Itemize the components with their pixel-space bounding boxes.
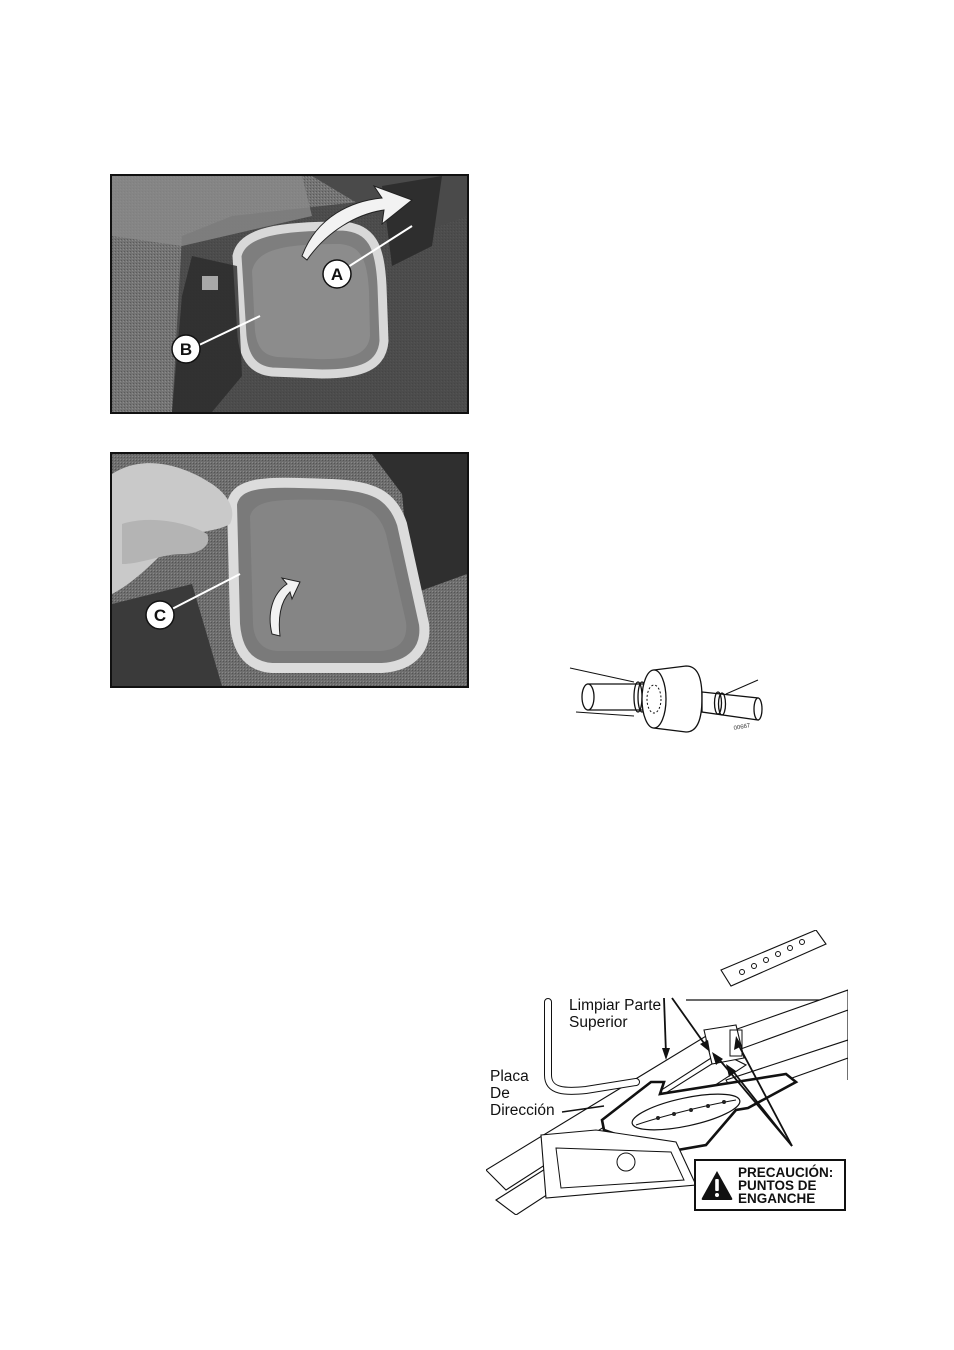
caution-line-3: ENGANCHE — [738, 1190, 816, 1206]
figure-code: 00667 — [733, 723, 751, 732]
label-steering-plate-line-3: Dirección — [490, 1102, 555, 1119]
label-steering-plate-line-2: De — [490, 1085, 510, 1102]
fuel-filter-drawing — [568, 658, 764, 748]
inline-fuel-filter-diagram — [568, 658, 764, 748]
label-clean-top-line-1: Limpiar Parte — [569, 997, 662, 1014]
photo-filter-seating — [110, 452, 469, 688]
photo-air-filter-removal — [110, 174, 469, 414]
photo-1-illustration — [112, 176, 467, 412]
label-steering-plate-line-1: Placa — [490, 1068, 529, 1085]
callout-c-letter: C — [153, 606, 167, 625]
caution-text — [738, 1166, 833, 1205]
label-steering-plate — [490, 1068, 555, 1119]
photo-2-illustration — [112, 454, 467, 686]
callout-a-letter: A — [330, 265, 344, 284]
caution-line-1: PRECAUCIÓN: — [738, 1164, 834, 1180]
callout-b-letter: B — [179, 340, 193, 359]
label-clean-top — [569, 997, 661, 1031]
caution-pinch-points-box — [694, 1159, 846, 1211]
warning-triangle-icon — [700, 1169, 734, 1201]
caution-line-2: PUNTOS DE — [738, 1177, 817, 1193]
label-clean-top-line-2: Superior — [569, 1014, 628, 1031]
